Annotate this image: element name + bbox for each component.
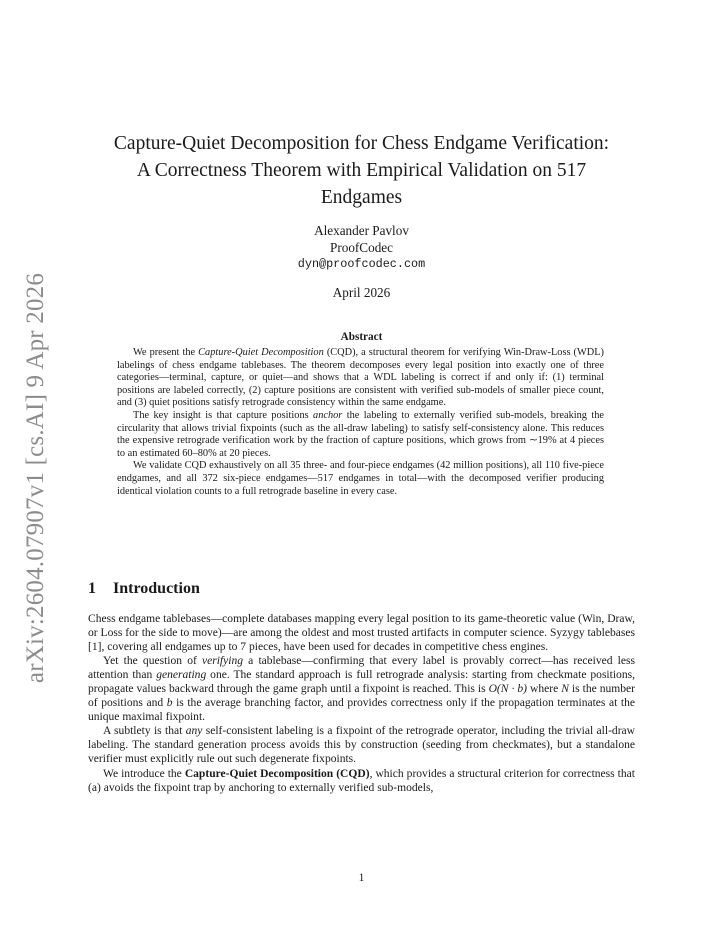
page-number: 1 (358, 872, 365, 884)
title-line: Capture-Quiet Decomposition for Chess Endgame Verification: (113, 133, 610, 154)
text-run: , which provides a structural criterion for correctness that (a) avoids the fixpoint trap by anchoring to externally verified sub-models, (88, 767, 635, 794)
text-run: where (527, 683, 562, 696)
text-run: a tablebase—confirming that every label is provably correct—has received less attention than (88, 655, 635, 682)
author-block (88, 223, 635, 273)
abstract-body (117, 347, 604, 498)
text-run: The key insight is that capture positions (133, 409, 314, 421)
text-run: self-consistent labeling is a fixpoint of the retrograde operator, including the trivial all-draw labeling. The standard generation process avoids this by construction (seeding from checkmates), but a standalone verifier must explicitly rule out such degenerate fixpoints. (88, 725, 636, 766)
emphasis-text: Capture-Quiet Decomposition (198, 347, 324, 358)
text-run: one. The standard approach is full retrograde analysis: starting from checkmate positions, propagate values backward through the game graph until a fixpoint is reached. This is (88, 669, 635, 696)
math-expression: O(N · b) (488, 683, 527, 696)
section-heading (88, 580, 200, 598)
math-variable: N (561, 683, 569, 696)
emphasis-text: any (185, 725, 203, 738)
emphasis-text: verifying (201, 655, 244, 668)
abstract-paragraph (117, 410, 604, 460)
section-title: Introduction (113, 580, 200, 597)
author-name: Alexander Pavlov (314, 223, 409, 238)
body-paragraph (88, 724, 635, 766)
section-number: 1 (88, 580, 96, 597)
author-affiliation: ProofCodec (330, 239, 393, 255)
paper-date: April 2026 (332, 285, 391, 300)
emphasis-text: generating (156, 669, 207, 682)
emphasis-text: anchor (313, 409, 343, 421)
abstract-heading: Abstract (340, 331, 383, 343)
body-paragraph (88, 654, 635, 724)
paper-title (88, 130, 635, 211)
text-run: is the average branching factor, and provides correctness only if the propagation terminates at the unique maximal fixpoint. (88, 697, 636, 724)
text-run: is the number of positions and (88, 683, 636, 710)
text-run: Yet the question of (103, 655, 202, 668)
arxiv-identifier: arXiv:2604.07907v1 [cs.AI] 9 Apr 2026 (22, 272, 49, 684)
text-run: We introduce the (103, 767, 185, 780)
introduction-body (88, 612, 635, 795)
title-line: A Correctness Theorem with Empirical Validation on 517 (136, 160, 587, 181)
body-paragraph: Chess endgame tablebases—complete databases mapping every legal position to its game-theoretic value (Win, Draw, or Loss for the side to move)—are among the oldest and most trusted artifacts in computer science. Syzygy tablebases [1], covering all endgames up to 7 pieces, have been used for decades in competitive chess engines. (88, 613, 635, 654)
abstract-paragraph: We validate CQD exhaustively on all 35 three- and four-piece endgames (42 million positions), all 110 five-piece endgames, and all 372 six-piece endgames—517 endgames in total—with the decomposed verifier producing identical violation counts to a full retrograde baseline in every case. (117, 460, 604, 497)
arxiv-sidebar-stamp (6, 268, 66, 688)
text-run: the labeling to externally verified sub-models, breaking the circularity that allows trivial fixpoints (such as the all-draw labeling) to satisfy self-consistency alone. This reduces the expensive retrograde verification work by the fraction of capture positions, which grows from ∼19% at 4 pieces to an estimated 60–80% at 20 pieces. (117, 409, 604, 459)
math-variable: b (166, 697, 173, 710)
text-run: We present the (133, 347, 199, 358)
body-paragraph (88, 767, 635, 795)
title-line: Endgames (320, 187, 403, 208)
bold-term: Capture-Quiet Decomposition (CQD) (184, 767, 370, 780)
abstract-paragraph (117, 347, 604, 410)
text-run: (CQD), a structural theorem for verifying Win-Draw-Loss (WDL) labelings of chess endgame tablebases. The theorem decomposes every legal position into exactly one of three categories—terminal, capture, or quiet—and shows that a WDL labeling is correct if and only if: (1) terminal positions are labeled correctly, (2) capture positions are consistent with verified sub-models of smaller piece count, and (3) quiet positions satisfy retrograde consistency within the same endgame. (117, 347, 604, 409)
text-run: A subtlety is that (103, 725, 186, 738)
author-email: dyn@proofcodec.com (297, 257, 426, 271)
